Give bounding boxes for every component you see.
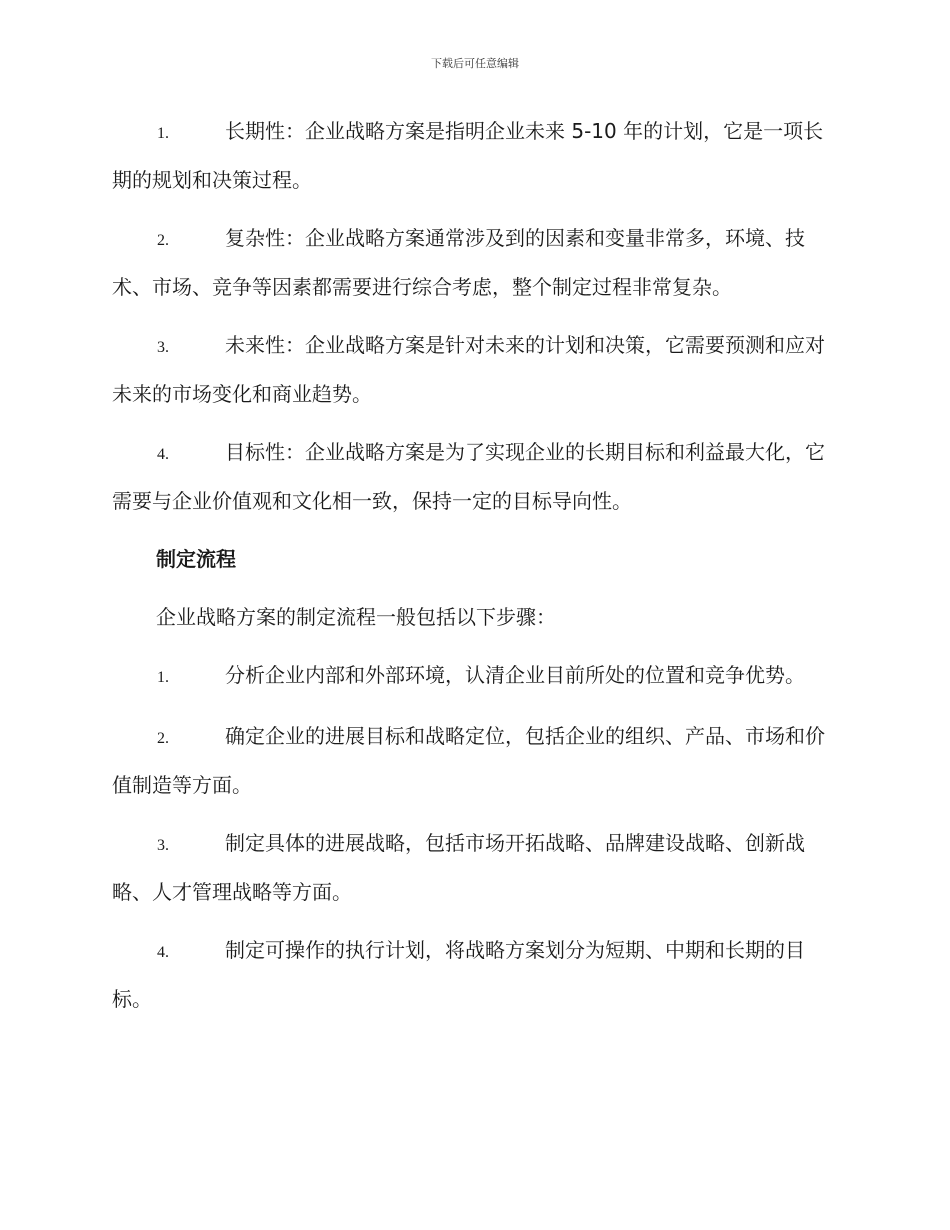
list-item: [112, 927, 837, 1022]
section-heading: 制定流程: [156, 547, 236, 571]
list-item: [112, 713, 837, 808]
page-header: 下载后可任意编辑: [431, 57, 519, 70]
list-text: 长期性：企业战略方案是指明企业未来 5-10 年的计划，它是一项长期的规划和决策过程。: [112, 119, 824, 192]
list-number: 2.: [157, 232, 169, 249]
list-number: 4.: [157, 446, 169, 463]
list-item: [112, 652, 837, 701]
section-intro: 企业战略方案的制定流程一般包括以下步骤：: [156, 605, 556, 629]
list-item: [112, 322, 837, 417]
list-number: 1.: [157, 125, 169, 142]
list-text: 目标性：企业战略方案是为了实现企业的长期目标和利益最大化，它需要与企业价值观和文化相一致，保持一定的目标导向性。: [112, 440, 825, 513]
list-text: 确定企业的进展目标和战略定位，包括企业的组织、产品、市场和价值制造等方面。: [112, 724, 825, 797]
list-number: 2.: [157, 730, 169, 747]
list-text: 复杂性：企业战略方案通常涉及到的因素和变量非常多，环境、技术、市场、竞争等因素都需要进行综合考虑，整个制定过程非常复杂。: [112, 226, 805, 299]
list-text: 制定具体的进展战略，包括市场开拓战略、品牌建设战略、创新战略、人才管理战略等方面。: [112, 831, 805, 904]
list-item: [112, 108, 837, 203]
list-item: [112, 820, 837, 915]
list-number: 4.: [157, 944, 169, 961]
list-number: 3.: [157, 837, 169, 854]
list-text: 分析企业内部和外部环境，认清企业目前所处的位置和竞争优势。: [225, 663, 805, 687]
list-text: 未来性：企业战略方案是针对未来的计划和决策，它需要预测和应对未来的市场变化和商业趋势。: [112, 333, 825, 406]
list-number: 3.: [157, 339, 169, 356]
list-number: 1.: [157, 669, 169, 686]
list-text: 制定可操作的执行计划，将战略方案划分为短期、中期和长期的目标。: [112, 938, 805, 1011]
list-item: [112, 429, 837, 524]
list-item: [112, 215, 837, 310]
document-body: [112, 108, 837, 1034]
